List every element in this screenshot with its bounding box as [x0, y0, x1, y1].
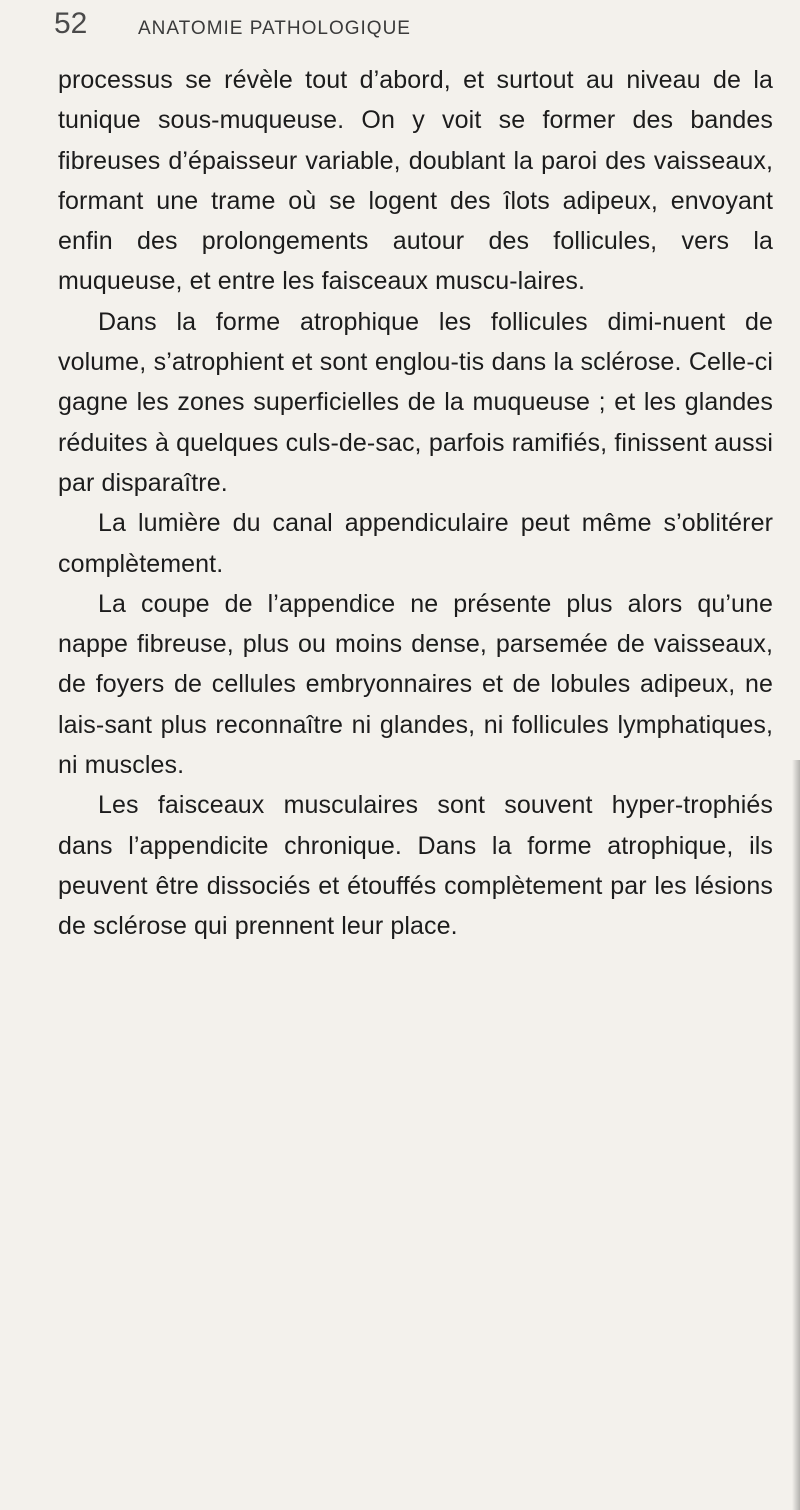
page-number: 52 — [54, 7, 88, 40]
paragraph-2: Dans la forme atrophique les follicules dimi-nuent de volume, s’atrophient et sont englou-tis dans la sclérose. Celle-ci gagne les zones superficielles de la muqueuse ; et les glandes réduites à quelques culs-de-sac, parfois ramifiés, finissent aussi par disparaître. — [58, 307, 773, 497]
page-header — [54, 6, 674, 50]
body-text — [58, 60, 773, 947]
paragraph-4: La coupe de l’appendice ne présente plus alors qu’une nappe fibreuse, plus ou moins dense, parsemée de vaisseaux, de foyers de cellules embryonnaires et de lobules adipeux, ne lais-sant plus reconnaître ni glandes, ni follicules lymphatiques, ni muscles. — [58, 589, 773, 780]
page-edge-shadow — [792, 760, 800, 1510]
paragraph-3: La lumière du canal appendiculaire peut même s’oblitérer complètement. — [58, 509, 773, 578]
running-head: ANATOMIE PATHOLOGIQUE — [138, 18, 411, 39]
paragraph-1: processus se révèle tout d’abord, et surtout au niveau de la tunique sous-muqueuse. On y voit se former des bandes fibreuses d’épaisseur variable, doublant la paroi des vaisseaux, formant une trame où se logent des îlots adipeux, envoyant enfin des prolongements autour des follicules, vers la muqueuse, et entre les faisceaux muscu-laires. — [58, 66, 773, 296]
paragraph-5: Les faisceaux musculaires sont souvent hyper-trophiés dans l’appendicite chronique. Dans la forme atrophique, ils peuvent être dissociés et étouffés complètement par les lésions de sclérose qui prennent leur place. — [58, 791, 773, 941]
